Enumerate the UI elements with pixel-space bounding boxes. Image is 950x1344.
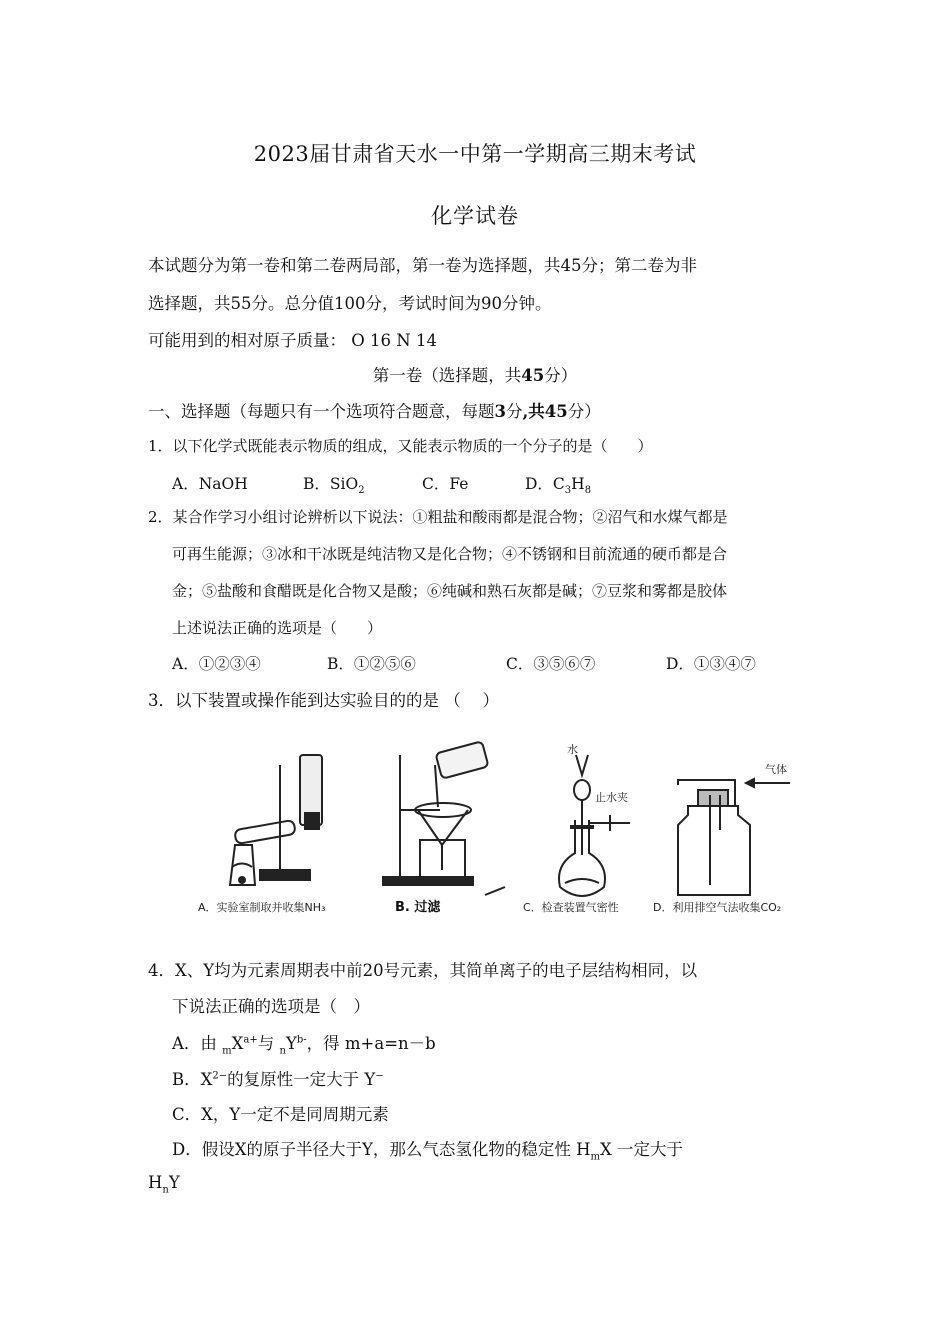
q2-line-3: 金；⑤盐酸和食醋既是化合物又是酸；⑥纯碱和熟石灰都是碱；⑦豆浆和雾都是胶体 — [172, 582, 728, 600]
figure-d-caption: D．利用排空气法收集CO₂ — [653, 901, 782, 914]
exam-subtitle: 化学试卷 — [431, 204, 519, 228]
apparatus-b-figure — [383, 741, 505, 895]
q2-option-c: C．③⑤⑥⑦ — [506, 655, 596, 673]
figure-a-caption: A．实验室制取并收集NH₃ — [198, 901, 326, 914]
figure-b-caption: B. 过滤 — [395, 900, 441, 915]
apparatus-d-figure — [678, 779, 790, 895]
part1-heading: 第一卷（选择题，共45分） — [372, 366, 578, 385]
q4-line-2: 下说法正确的选项是（ ） — [172, 997, 370, 1016]
exam-title: 2023届甘肃省天水一中第一学期高三期末考试 — [253, 142, 697, 166]
figure-c-clamp-label: 止水夹 — [595, 791, 628, 804]
apparatus-c-figure — [559, 755, 630, 896]
q2-option-d: D．①③④⑦ — [666, 655, 756, 673]
q1-option-b: B．SiO$_2$ — [303, 475, 365, 497]
q2-option-b: B．①②⑤⑥ — [327, 655, 416, 673]
apparatus-a-figure — [230, 755, 322, 885]
figure-c-caption: C．检查装置气密性 — [523, 901, 619, 914]
figure-c-water-label: 水 — [567, 743, 578, 756]
q2-option-a: A．①②③④ — [172, 655, 261, 673]
section1-heading: 一、选择题（每题只有一个选项符合题意，每题3分,共45分） — [148, 402, 601, 421]
q4-option-a: A．由 $_mX^{a+}$与 $_nY^{b-}$，得 m+a=n－b — [172, 1034, 436, 1057]
figure-d-gas-label: 气体 — [765, 763, 787, 776]
q4-option-d-line-1: D．假设X的原子半径大于Y，那么气态氢化物的稳定性 $H_mX$ 一定大于 — [172, 1140, 683, 1163]
q1-stem: 1．以下化学式既能表示物质的组成，又能表示物质的一个分子的是（ ） — [148, 437, 653, 455]
q2-line-2: 可再生能源；③冰和干冰既是纯洁物又是化合物；④不锈钢和目前流通的硬币都是合 — [172, 545, 728, 563]
q1-option-c: C．Fe — [422, 475, 469, 493]
q1-option-a: A．NaOH — [172, 475, 248, 493]
intro-line-2: 选择题，共55分。总分值100分，考试时间为90分钟。 — [148, 294, 552, 313]
q2-line-4: 上述说法正确的选项是（ ） — [172, 619, 383, 637]
intro-line-1: 本试题分为第一卷和第二卷两局部，第一卷为选择题，共45分；第二卷为非 — [148, 256, 697, 275]
q3-stem: 3．以下装置或操作能到达实验目的的是 （ ） — [148, 691, 499, 710]
q4-option-b: B．$X^{2-}$的复原性一定大于 Y− — [172, 1070, 384, 1089]
q2-line-1: 2．某合作学习小组讨论辨析以下说法：①粗盐和酸雨都是混合物；②沼气和水煤气都是 — [148, 508, 728, 526]
q4-option-d-line-2: $H_nY$ — [148, 1173, 180, 1196]
q4-option-c: C．X，Y一定不是同周期元素 — [172, 1105, 389, 1124]
q3-apparatus-figures — [190, 735, 810, 920]
q4-line-1: 4．X、Y均为元素周期表中前20号元素，其简单离子的电子层结构相同，以 — [148, 961, 698, 980]
atomic-mass-line: 可能用到的相对原子质量： O 16 N 14 — [148, 331, 437, 350]
q1-option-d: D．$C_3H_8$ — [525, 475, 592, 497]
